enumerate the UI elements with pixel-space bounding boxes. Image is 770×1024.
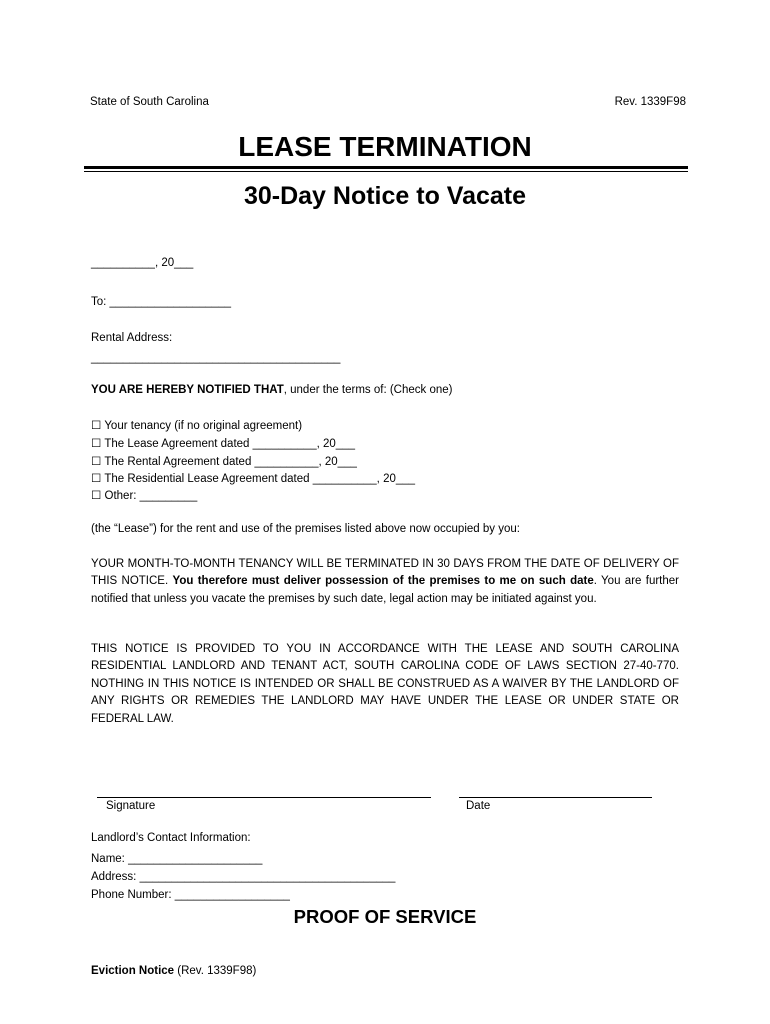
checkbox-icon: ☐ <box>91 473 102 485</box>
termination-text-1: YOUR MONTH-TO-MONTH TENANCY WILL BE TERMINATED IN 30 DAYS FROM THE DATE OF DELIVERY OF THIS NOTICE. <box>91 558 679 588</box>
option-residential-lease <box>91 471 415 485</box>
option-other <box>91 488 197 502</box>
contact-name: Name: _____________________ <box>91 853 263 865</box>
option-rental-agreement <box>91 454 357 468</box>
notified-bold: YOU ARE HEREBY NOTIFIED THAT <box>91 384 284 396</box>
lease-definition-line: (the “Lease”) for the rent and use of the premises listed above now occupied by you: <box>91 523 520 535</box>
contact-phone: Phone Number: __________________ <box>91 889 290 901</box>
termination-text-bold: You therefore must deliver possession of the premises to me on such date <box>172 575 594 588</box>
checkbox-icon: ☐ <box>91 420 102 432</box>
date-field: __________, 20___ <box>91 257 194 269</box>
rental-address-blank: _______________________________________ <box>91 352 341 364</box>
contact-address: Address: ________________________________________ <box>91 871 396 883</box>
footer-bold: Eviction Notice <box>91 965 175 977</box>
title-rule-thin <box>84 171 688 172</box>
legal-notice-paragraph: THIS NOTICE IS PROVIDED TO YOU IN ACCORDANCE WITH THE LEASE AND SOUTH CAROLINA RESIDENTIAL LANDLORD AND TENANT ACT, SOUTH CAROLINA CODE OF LAWS SECTION 27-40-770. NOTHING IN THIS NOTICE IS INTENDED OR SHALL BE CONSTRUED AS A WAIVER BY THE LANDLORD OF ANY RIGHTS OR REMEDIES THE LANDLORD MAY HAVE UNDER THE LEASE OR UNDER STATE OR FEDERAL LAW. <box>91 643 679 725</box>
document-title: LEASE TERMINATION <box>238 131 532 162</box>
signature-label: Signature <box>106 800 156 812</box>
proof-of-service-heading: PROOF OF SERVICE <box>293 906 477 927</box>
footer <box>91 965 256 977</box>
notified-statement <box>91 384 453 396</box>
state-label: State of South Carolina <box>90 96 209 108</box>
rental-address-label: Rental Address: <box>91 332 173 344</box>
option-tenancy <box>91 418 302 432</box>
document-subtitle: 30-Day Notice to Vacate <box>243 182 527 210</box>
to-field: To: ___________________ <box>91 296 232 308</box>
footer-rest: (Rev. 1339F98) <box>174 965 257 977</box>
signature-line <box>97 797 431 798</box>
date-label: Date <box>466 800 491 812</box>
date-signature-line <box>459 797 652 798</box>
revision-label: Rev. 1339F98 <box>614 96 686 108</box>
notified-rest: , under the terms of: (Check one) <box>283 384 453 396</box>
option-label: The Rental Agreement dated __________, 20___ <box>104 456 357 468</box>
option-lease-agreement <box>91 436 355 450</box>
option-label: The Residential Lease Agreement dated __________, 20___ <box>104 473 416 485</box>
checkbox-icon: ☐ <box>91 456 102 468</box>
checkbox-icon: ☐ <box>91 490 102 502</box>
termination-text-2: . You are further notified that unless you vacate the premises by such date, legal action may be initiated against you. <box>91 575 679 605</box>
title-rule-thick <box>84 166 688 169</box>
contact-heading: Landlord’s Contact Information: <box>91 832 251 844</box>
option-label: Other: _________ <box>104 490 198 502</box>
option-label: Your tenancy (if no original agreement) <box>104 420 303 432</box>
termination-paragraph <box>91 556 679 608</box>
checkbox-icon: ☐ <box>91 438 102 450</box>
option-label: The Lease Agreement dated __________, 20___ <box>104 438 355 450</box>
